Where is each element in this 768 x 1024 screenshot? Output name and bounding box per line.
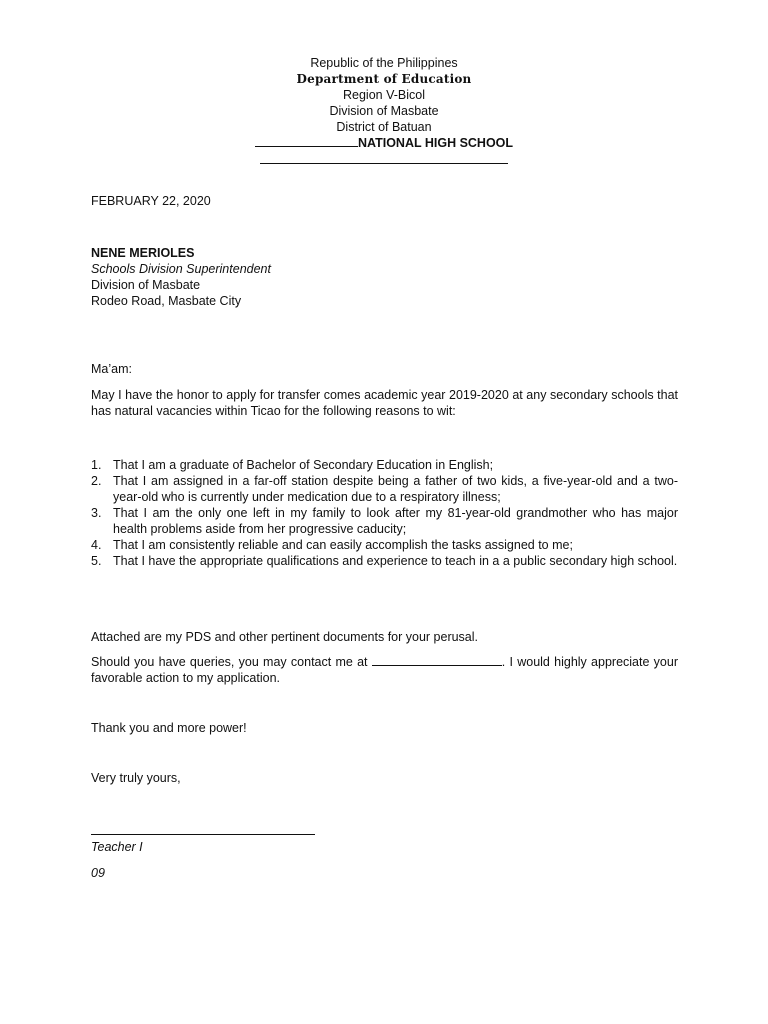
queries-text-before: Should you have queries, you may contact me at xyxy=(91,655,372,669)
region-line: Region V-Bicol xyxy=(343,88,425,102)
list-item xyxy=(91,457,678,473)
addressee-address: Rodeo Road, Masbate City xyxy=(91,294,242,308)
list-item-text: That I am consistently reliable and can easily accomplish the tasks assigned to me; xyxy=(113,538,573,552)
addressee-name: NENE MERIOLES xyxy=(91,246,195,260)
contact-blank xyxy=(372,654,502,666)
queries-paragraph xyxy=(91,654,678,686)
queries-text-after: . I would highly appreciate your favorable action to my application. xyxy=(91,655,678,685)
list-item xyxy=(91,553,678,569)
list-item xyxy=(91,473,678,505)
addressee-office: Division of Masbate xyxy=(91,278,201,292)
salutation: Ma’am: xyxy=(91,362,132,376)
school-name-blank xyxy=(255,135,358,147)
school-name-suffix: NATIONAL HIGH SCHOOL xyxy=(357,136,514,150)
signatory-position: Teacher I xyxy=(91,840,143,854)
list-item-number: 5. xyxy=(91,554,102,568)
list-item-number: 1. xyxy=(91,458,102,472)
letterhead xyxy=(0,55,768,151)
addressee-title: Schools Division Superintendent xyxy=(91,262,271,276)
list-item-text: That I am assigned in a far-off station despite being a father of two kids, a five-year-old and a two-year-old who is currently under medication due to a respiratory illness; xyxy=(113,474,678,504)
list-item xyxy=(91,537,678,553)
attached-paragraph: Attached are my PDS and other pertinent documents for your perusal. xyxy=(91,630,479,644)
letterhead-divider xyxy=(260,163,508,164)
list-item-text: That I have the appropriate qualifications and experience to teach in a a public secondary high school. xyxy=(113,554,678,568)
addressee-block xyxy=(91,245,678,309)
department-line: Department of Education xyxy=(296,72,472,86)
list-item xyxy=(91,505,678,537)
school-name-line xyxy=(0,135,768,151)
division-line: Division of Masbate xyxy=(329,104,439,118)
list-item-number: 3. xyxy=(91,506,102,520)
list-item-number: 2. xyxy=(91,474,102,488)
list-item-text: That I am the only one left in my family to look after my 81-year-old grandmother who has major health problems aside from her progressive caducity; xyxy=(113,506,678,536)
complimentary-close: Very truly yours, xyxy=(91,771,181,785)
list-item-number: 4. xyxy=(91,538,102,552)
thanks-line: Thank you and more power! xyxy=(91,721,247,735)
list-item-text: That I am a graduate of Bachelor of Secondary Education in English; xyxy=(113,458,494,472)
reasons-list xyxy=(91,457,678,569)
contact-number-prefix: 09 xyxy=(91,866,105,880)
signature-line xyxy=(91,834,315,835)
letter-date: FEBRUARY 22, 2020 xyxy=(91,194,211,208)
opening-paragraph: May I have the honor to apply for transfer comes academic year 2019-2020 at any secondary schools that has natural vacancies within Ticao for the following reasons to wit: xyxy=(91,388,678,418)
republic-line: Republic of the Philippines xyxy=(310,56,458,70)
district-line: District of Batuan xyxy=(336,120,432,134)
